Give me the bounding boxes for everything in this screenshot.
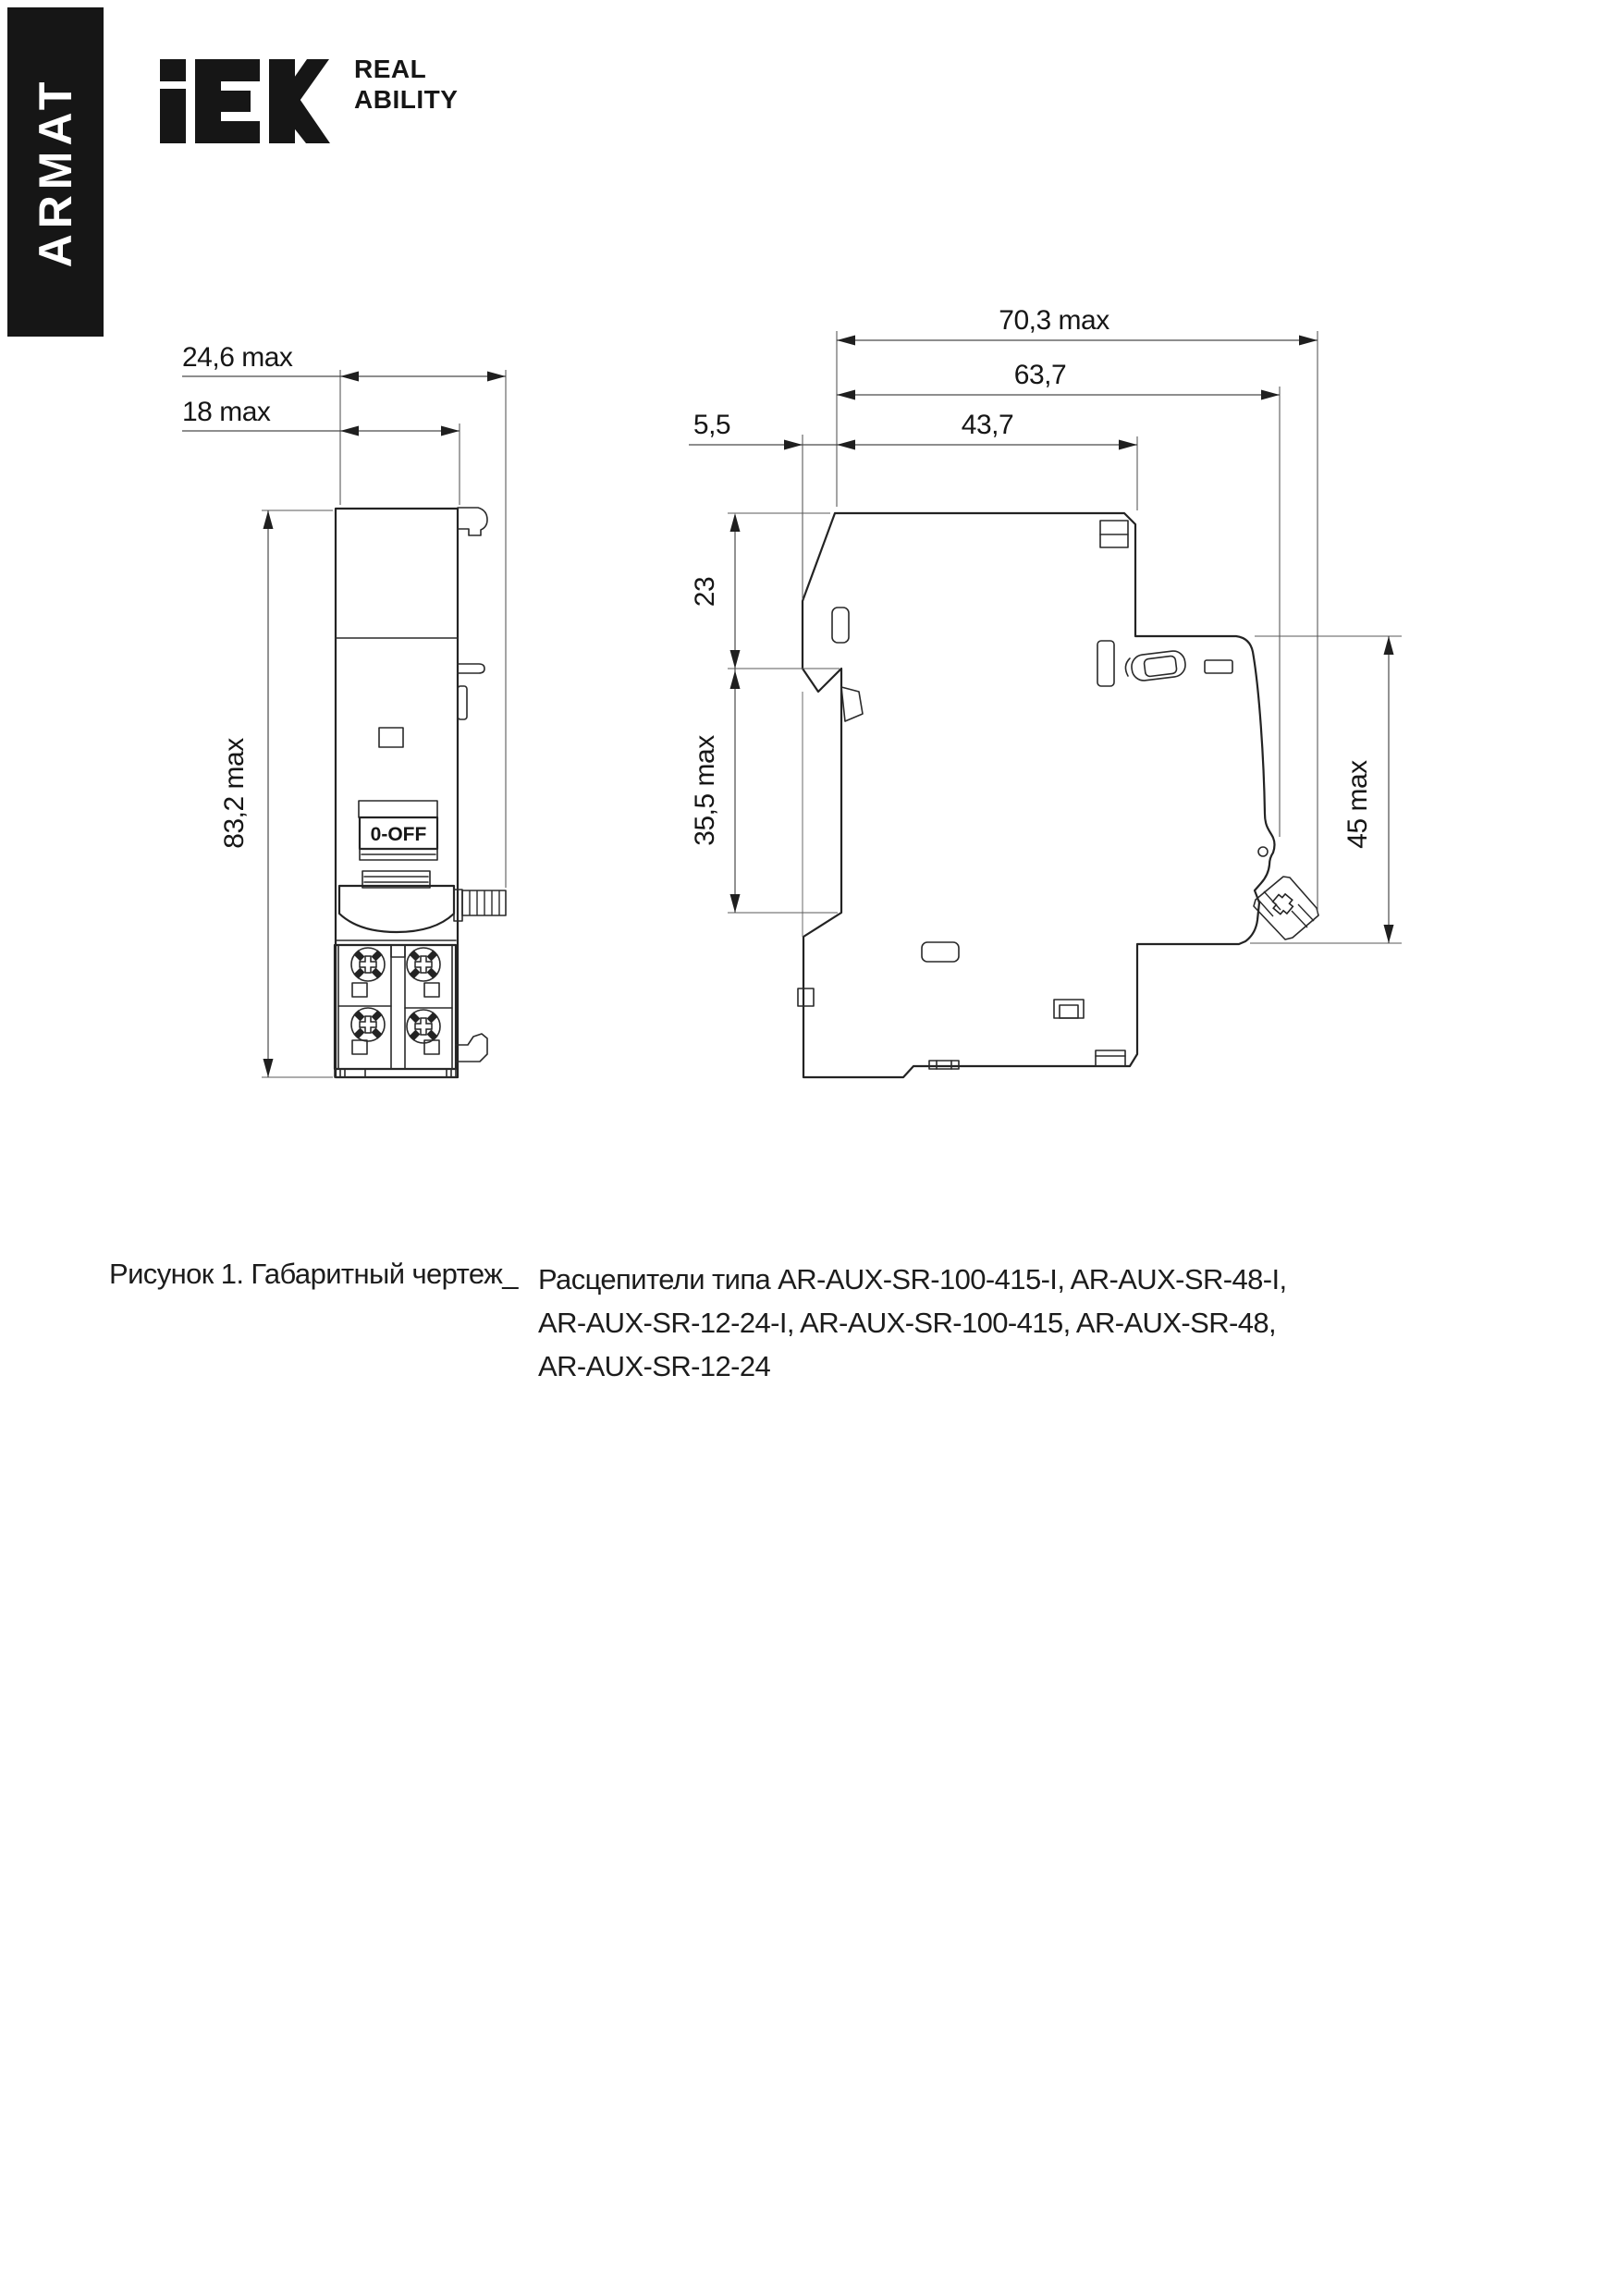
tagline-line1: REAL bbox=[354, 55, 427, 83]
tagline-line2: ABILITY bbox=[354, 85, 459, 114]
figure-caption-label: Рисунок 1. Габаритный чертеж_ bbox=[109, 1258, 518, 1290]
dim-label-front-overall-width: 24,6 max bbox=[182, 342, 293, 373]
terminal-screw bbox=[407, 1010, 440, 1043]
switch-label: 0-OFF bbox=[370, 824, 427, 845]
side-body-outline bbox=[803, 513, 1275, 1077]
front-top-hook bbox=[458, 508, 487, 535]
front-shaft bbox=[462, 890, 506, 915]
dim-label-side-overall-depth: 70,3 max bbox=[999, 305, 1109, 336]
caption-line: AR-AUX-SR-12-24-I, AR-AUX-SR-100-415, AR-AUX-SR-48, bbox=[538, 1307, 1277, 1339]
terminal-screw bbox=[407, 948, 440, 981]
dim-label-side-mid-section: 35,5 max bbox=[690, 735, 720, 846]
side-dimensions bbox=[689, 305, 1402, 943]
dim-label-side-flange-offset: 5,5 bbox=[693, 410, 731, 440]
iek-logo bbox=[160, 59, 330, 143]
side-clamp-detail bbox=[1054, 1000, 1084, 1018]
dim-label-side-body-depth: 63,7 bbox=[1013, 360, 1067, 390]
terminal-screw bbox=[351, 1008, 385, 1041]
dim-label-side-rail-height: 45 max bbox=[1342, 760, 1373, 849]
front-switch-assembly bbox=[339, 801, 506, 932]
dim-label-side-top-section: 23 bbox=[690, 576, 720, 608]
caption-line: Расцепители типа AR-AUX-SR-100-415-I, AR-AUX-SR-48-I, bbox=[538, 1263, 1287, 1295]
dim-label-front-module-width: 18 max bbox=[182, 397, 271, 427]
front-window bbox=[379, 728, 403, 747]
armat-banner-label: ARMAT bbox=[30, 76, 81, 268]
front-view-drawing bbox=[182, 342, 506, 1077]
side-toggle-knob bbox=[1125, 650, 1186, 682]
side-din-lock-clip bbox=[1254, 877, 1318, 939]
figure-caption-models bbox=[538, 1258, 1287, 1388]
terminal-screw bbox=[351, 948, 385, 981]
caption-line: AR-AUX-SR-12-24 bbox=[538, 1350, 771, 1382]
dim-label-side-front-depth: 43,7 bbox=[961, 410, 1014, 440]
dim-label-front-height: 83,2 max bbox=[219, 738, 250, 849]
side-view-drawing bbox=[689, 305, 1402, 1077]
front-bottom-hook bbox=[456, 1034, 487, 1062]
front-terminal-block bbox=[335, 940, 456, 1077]
